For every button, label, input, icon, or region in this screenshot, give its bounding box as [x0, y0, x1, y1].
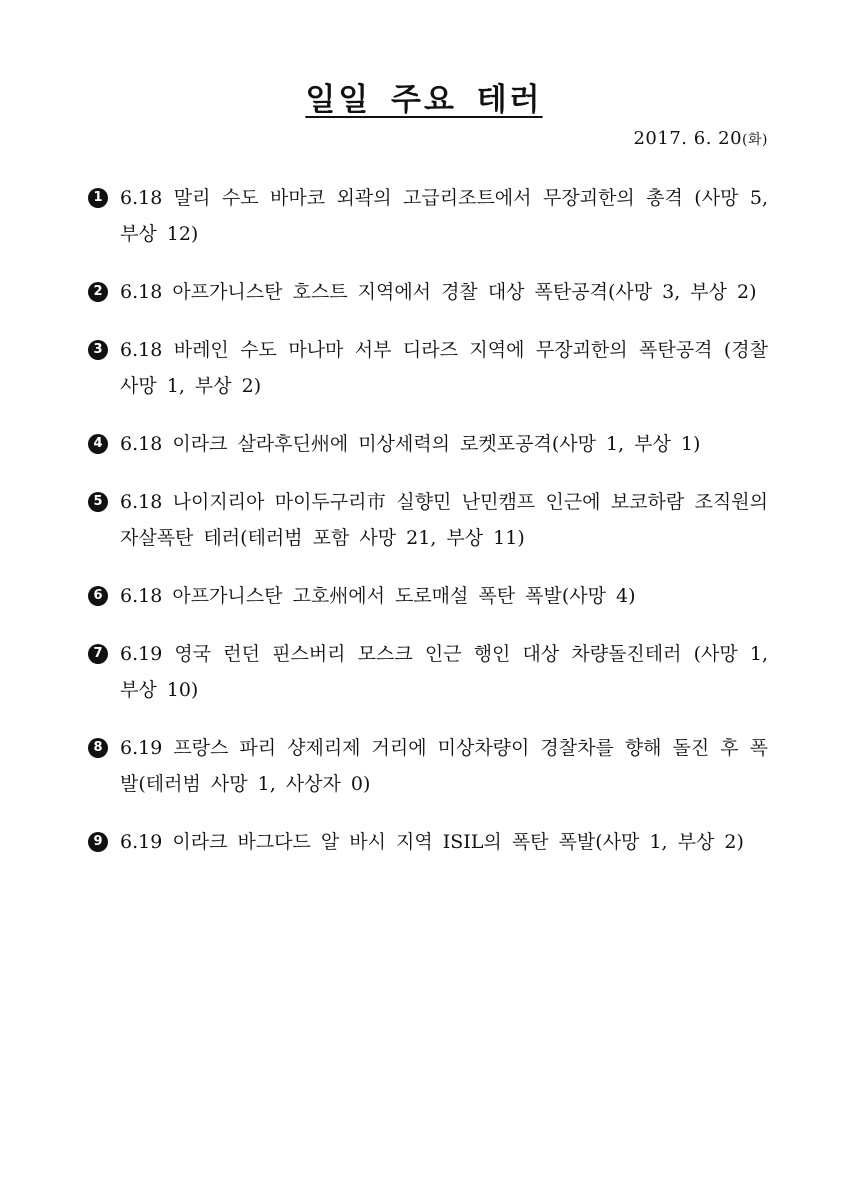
date-text: 2017. 6. 20: [633, 128, 743, 149]
number-bullet: 9: [88, 832, 108, 852]
number-bullet: 6: [88, 586, 108, 606]
number-bullet: 4: [88, 434, 108, 454]
incident-text: 6.18 아프가니스탄 고호州에서 도로매설 폭탄 폭발(사망 4): [120, 585, 636, 607]
incident-list: [88, 180, 768, 882]
incident-text: 6.19 영국 런던 핀스버리 모스크 인근 행인 대상 차량돌진테러 (사망 1, 부상 10): [120, 643, 768, 701]
incident-text: 6.18 아프가니스탄 호스트 지역에서 경찰 대상 폭탄공격(사망 3, 부상 2): [120, 281, 757, 303]
weekday-text: (화): [742, 132, 768, 148]
list-item: [88, 730, 768, 802]
incident-text: 6.18 말리 수도 바마코 외곽의 고급리조트에서 무장괴한의 총격 (사망 5, 부상 12): [120, 187, 768, 245]
number-bullet: 7: [88, 644, 108, 664]
document-title: [0, 74, 848, 119]
list-item: [88, 636, 768, 708]
number-bullet: 5: [88, 492, 108, 512]
number-bullet: 2: [88, 282, 108, 302]
incident-text: 6.19 이라크 바그다드 알 바시 지역 ISIL의 폭탄 폭발(사망 1, 부상 2): [120, 831, 744, 853]
number-bullet: 3: [88, 340, 108, 360]
document-title-text: 일일 주요 테러: [305, 82, 543, 118]
list-item: [88, 274, 768, 310]
list-item: [88, 426, 768, 462]
list-item: [88, 180, 768, 252]
document-date: [633, 128, 768, 149]
list-item: [88, 578, 768, 614]
number-bullet: 8: [88, 738, 108, 758]
number-bullet: 1: [88, 188, 108, 208]
incident-text: 6.18 이라크 살라후딘州에 미상세력의 로켓포공격(사망 1, 부상 1): [120, 433, 701, 455]
list-item: [88, 484, 768, 556]
incident-text: 6.18 나이지리아 마이두구리市 실향민 난민캠프 인근에 보코하람 조직원의 자살폭탄 테러(테러범 포함 사망 21, 부상 11): [120, 491, 768, 549]
incident-text: 6.19 프랑스 파리 샹제리제 거리에 미상차량이 경찰차를 향해 돌진 후 폭발(테러범 사망 1, 사상자 0): [120, 737, 768, 795]
list-item: [88, 332, 768, 404]
incident-text: 6.18 바레인 수도 마나마 서부 디라즈 지역에 무장괴한의 폭탄공격 (경찰 사망 1, 부상 2): [120, 339, 768, 397]
list-item: [88, 824, 768, 860]
